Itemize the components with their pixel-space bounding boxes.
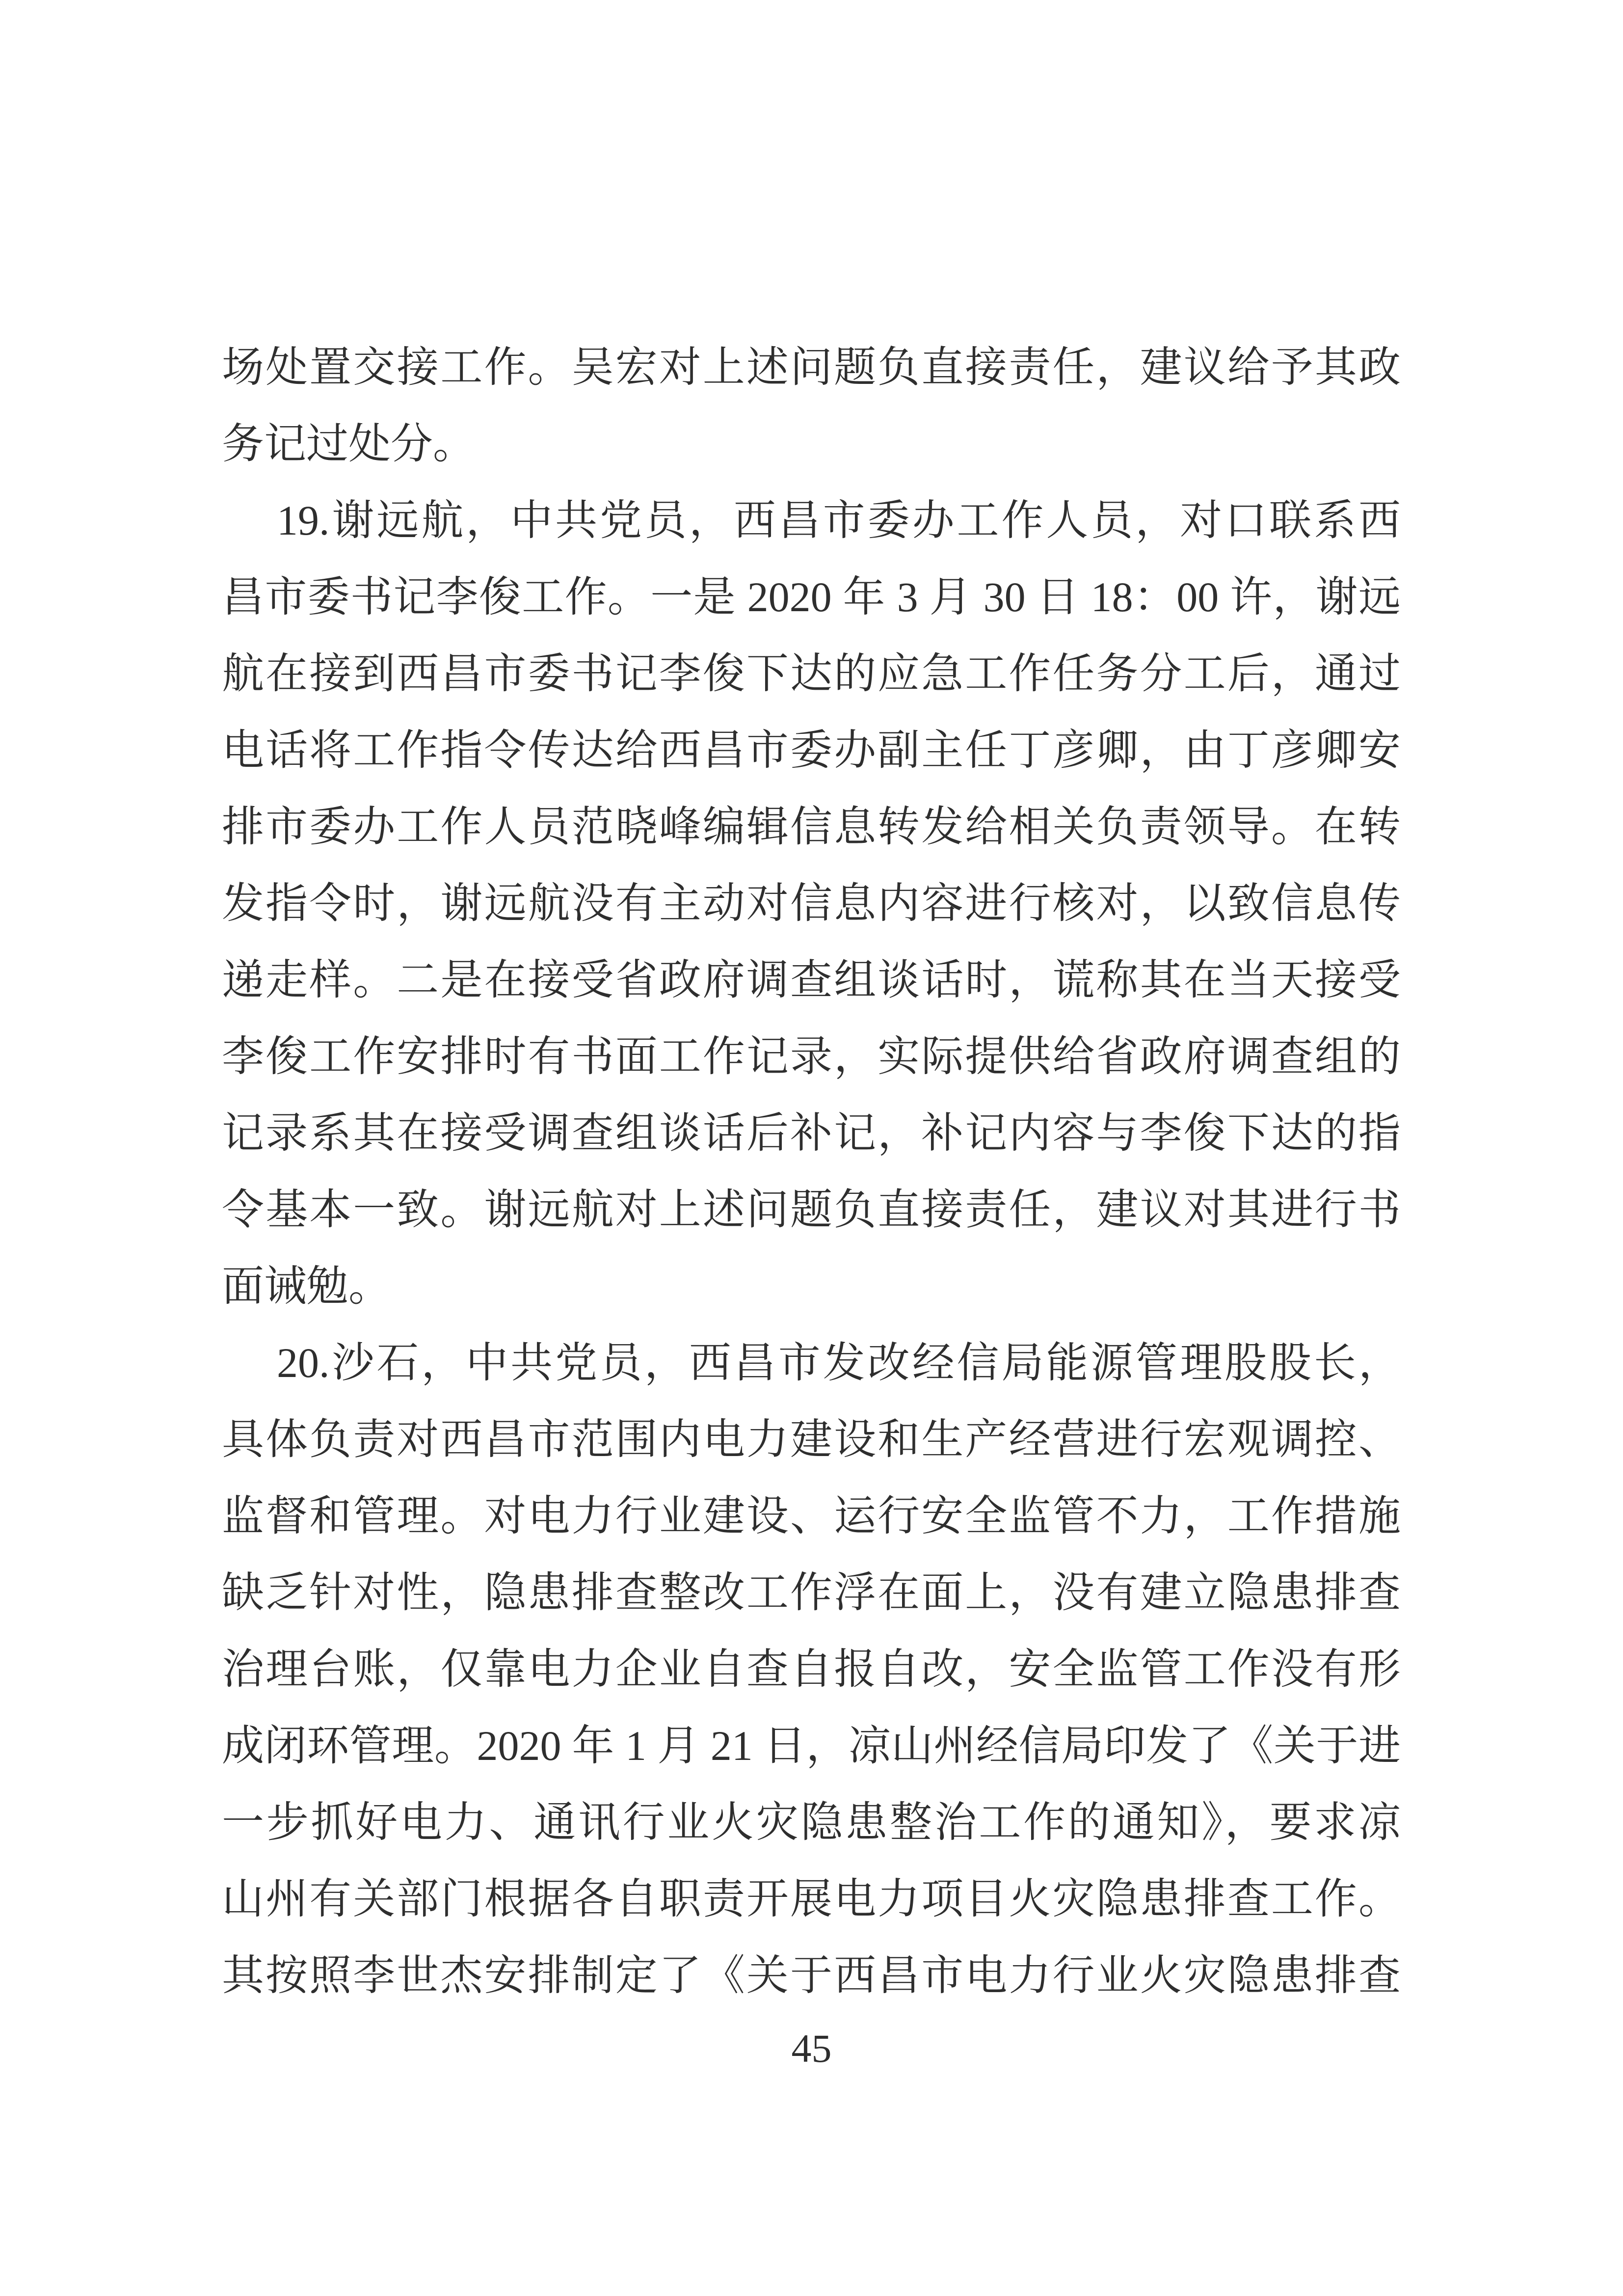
text-line: 面诫勉。 xyxy=(222,1263,391,1310)
text-line: 递走样。二是在接受省政府调查组谈话时，谎称其在当天接受 xyxy=(222,956,1401,1003)
page-number: 45 xyxy=(791,2026,832,2071)
text-line: 山州有关部门根据各自职责开展电力项目火灾隐患排查工作。 xyxy=(222,1875,1401,1922)
text-line: 成闭环管理。2020 年 1 月 21 日，凉山州经信局印发了《关于进 xyxy=(222,1722,1401,1769)
text-line: 场处置交接工作。吴宏对上述问题负直接责任，建议给予其政 xyxy=(222,344,1401,391)
text-line-item-20-start: 20.沙石，中共党员，西昌市发改经信局能源管理股股长， xyxy=(277,1339,1401,1386)
text-line: 电话将工作指令传达给西昌市委办副主任丁彦卿，由丁彦卿安 xyxy=(222,727,1401,774)
text-line: 李俊工作安排时有书面工作记录，实际提供给省政府调查组的 xyxy=(222,1033,1401,1080)
text-line: 缺乏针对性，隐患排查整改工作浮在面上，没有建立隐患排查 xyxy=(222,1569,1401,1616)
text-line: 具体负责对西昌市范围内电力建设和生产经营进行宏观调控、 xyxy=(222,1416,1401,1463)
text-line: 发指令时，谢远航没有主动对信息内容进行核对，以致信息传 xyxy=(222,880,1401,927)
text-line: 排市委办工作人员范晓峰编辑信息转发给相关负责领导。在转 xyxy=(222,803,1401,850)
text-line: 航在接到西昌市委书记李俊下达的应急工作任务分工后，通过 xyxy=(222,650,1401,697)
text-line: 治理台账，仅靠电力企业自查自报自改，安全监管工作没有形 xyxy=(222,1646,1401,1693)
text-line: 一步抓好电力、通讯行业火灾隐患整治工作的通知》，要求凉 xyxy=(222,1799,1401,1846)
body-text xyxy=(222,329,1401,2014)
text-line: 其按照李世杰安排制定了《关于西昌市电力行业火灾隐患排查 xyxy=(222,1952,1401,1999)
text-line: 昌市委书记李俊工作。一是 2020 年 3 月 30 日 18：00 许，谢远 xyxy=(222,573,1401,621)
text-line: 务记过处分。 xyxy=(222,420,475,467)
text-line-item-19-start: 19.谢远航，中共党员，西昌市委办工作人员，对口联系西 xyxy=(277,497,1401,544)
text-line: 监督和管理。对电力行业建设、运行安全监管不力，工作措施 xyxy=(222,1492,1401,1540)
text-line: 记录系其在接受调查组谈话后补记，补记内容与李俊下达的指 xyxy=(222,1109,1401,1157)
text-line: 令基本一致。谢远航对上述问题负直接责任，建议对其进行书 xyxy=(222,1186,1401,1233)
